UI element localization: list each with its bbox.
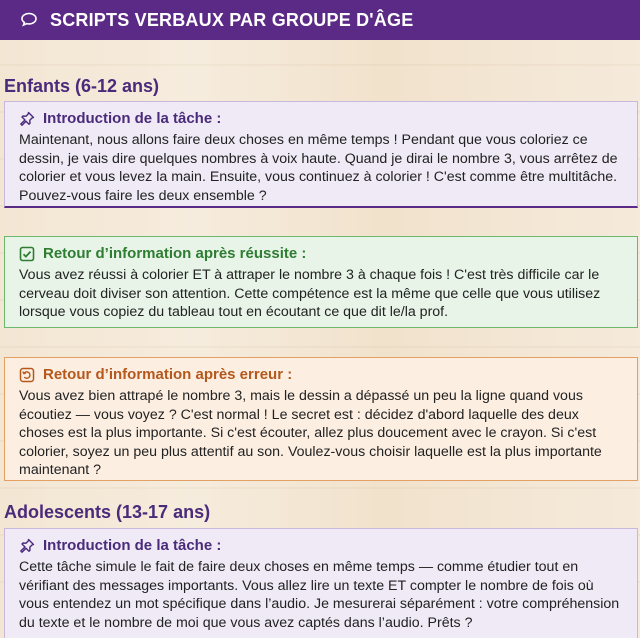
task-intro-card-adolescents [4, 528, 638, 638]
task-intro-card-enfants [4, 101, 638, 208]
task-intro-label: Introduction de la tâche : [43, 537, 222, 554]
error-feedback-card [4, 357, 638, 481]
task-intro-text: Maintenant, nous allons faire deux choses en même temps ! Pendant que vous coloriez ce dessin, je vais dire quelques nombres à voix haute. Quand je dirai le nombre 3, vous arrêtez de colorier et vous levez la main. Ensuite, vous continuez à colorier ! C'est comme être multitâche. Pouvez-vous faire les deux ensemble ? [19, 132, 618, 204]
success-feedback-label: Retour d’information après réussite : [43, 245, 307, 262]
section-title-enfants: Enfants (6-12 ans) [4, 76, 160, 96]
retry-icon [19, 367, 35, 383]
error-feedback-label: Retour d’information après erreur : [43, 366, 293, 383]
success-feedback-card [4, 236, 638, 328]
page-title: SCRIPTS VERBAUX PAR GROUPE D'ÂGE [50, 9, 414, 30]
checkbox-icon [19, 246, 35, 262]
task-intro-label: Introduction de la tâche : [43, 110, 222, 127]
pushpin-icon [19, 111, 35, 127]
page-header [0, 0, 640, 40]
task-intro-text: Cette tâche simule le fait de faire deux choses en même temps — comme étudier tout en vérifiant des messages importants. Vous allez lire un texte ET compter le nombre de fois où vous entendez un mot spécifique dans l’audio. Je mesurerai séparément : votre compréhension du texte et le nombre de moi que vous avez captés dans l’audio. Prêts ? [19, 559, 620, 631]
success-feedback-text: Vous avez réussi à colorier ET à attraper le nombre 3 à chaque fois ! C'est très difficile car le cerveau doit diviser son attention. Cette compétence est la même que celle que vous utilisez lorsque vous copiez du tableau tout en écoutant ce que dit le/la prof. [19, 267, 601, 320]
speech-bubble-icon [20, 11, 38, 29]
pushpin-icon [19, 538, 35, 554]
error-feedback-text: Vous avez bien attrapé le nombre 3, mais le dessin a dépassé un peu la ligne quand vous écoutiez — vous voyez ? C'est normal ! Le secret est : décidez d'abord laquelle des deux choses est la plus importante. Si c'est écouter, allez plus doucement avec le crayon. Si c'est colorier, soyez un peu plus attentif au son. Voulez-vous choisir laquelle est la plus importante maintenant ? [19, 388, 602, 478]
section-title-adolescents: Adolescents (13-17 ans) [4, 502, 211, 522]
